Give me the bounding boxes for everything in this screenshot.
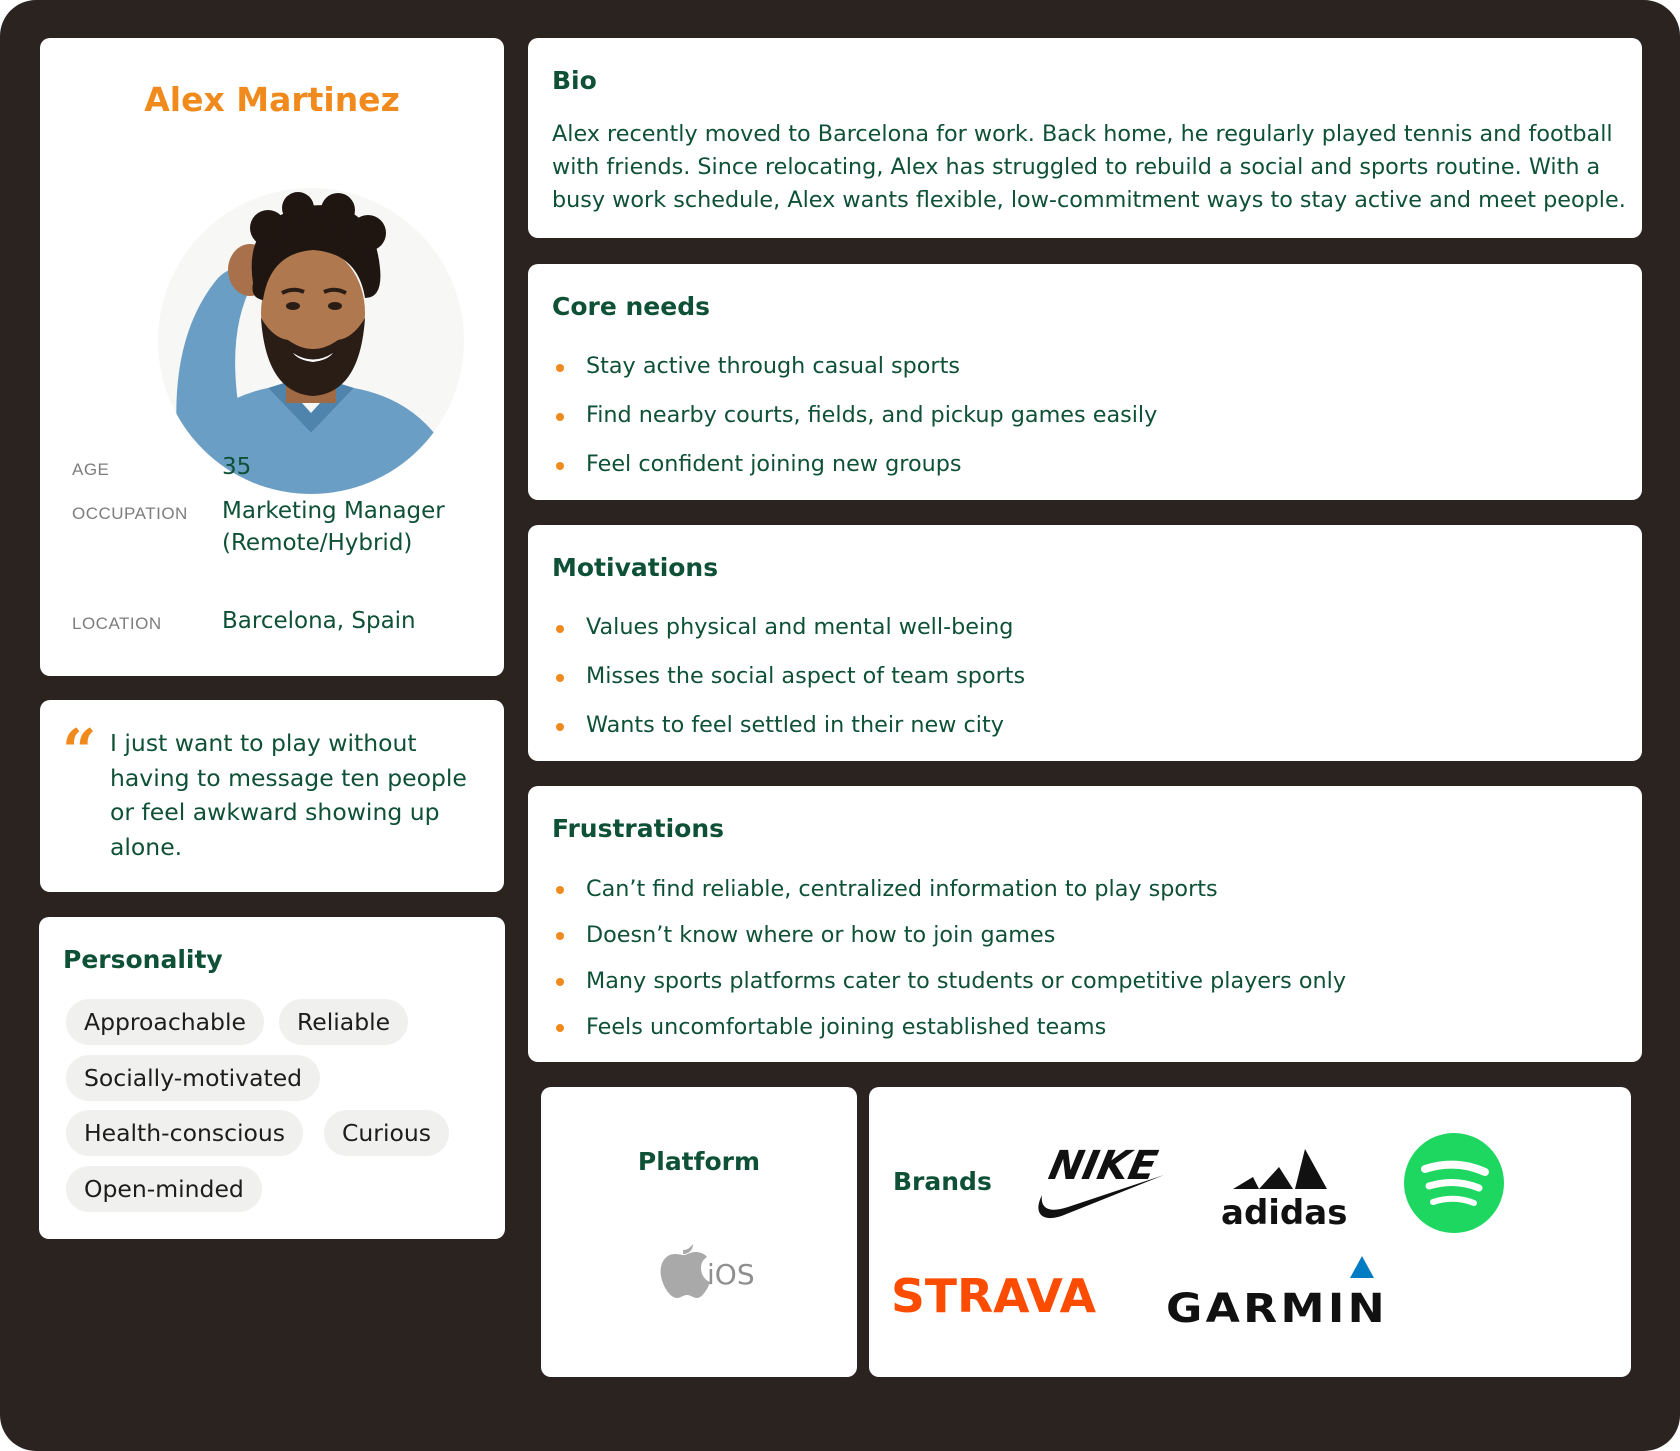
frustrations-list: [556, 866, 1346, 1050]
list-item: Wants to feel settled in their new city: [556, 701, 1025, 750]
bio-text: Alex recently moved to Barcelona for work. Back home, he regularly played tennis and football with friends. Since relocating, Alex has struggled to rebuild a social and sports routine. With a busy work schedule, Alex wants flexible, low-commitment ways to stay active and meet people.: [552, 121, 1626, 213]
bullet-icon: [556, 674, 564, 682]
motivations-card: [528, 525, 1642, 761]
quote-icon: “: [62, 717, 97, 787]
list-item: Many sports platforms cater to students or competitive players only: [556, 958, 1346, 1004]
apple-icon: [649, 1232, 759, 1302]
avatar: [158, 188, 464, 494]
quote-text: I just want to play without having to message ten people or feel awkward showing up alone.: [110, 729, 467, 861]
core-needs-list: [556, 342, 1157, 489]
svg-text:NIKE: NIKE: [1044, 1141, 1162, 1189]
motivations-title: Motivations: [552, 553, 719, 582]
list-item: Doesn’t know where or how to join games: [556, 912, 1346, 958]
list-item: Misses the social aspect of team sports: [556, 652, 1025, 701]
core-needs-card: [528, 264, 1642, 500]
platform-title: Platform: [637, 1147, 761, 1176]
platform-card: [541, 1087, 857, 1377]
bio-card: [528, 38, 1642, 238]
brands-card: [869, 1087, 1631, 1377]
location-label: LOCATION: [72, 614, 162, 633]
tag-chip: Socially-motivated: [66, 1055, 320, 1101]
list-item: Feels uncomfortable joining established teams: [556, 1004, 1346, 1050]
nike-logo: [1034, 1137, 1169, 1229]
list-item: Find nearby courts, fields, and pickup games easily: [556, 391, 1157, 440]
location-value: Barcelona, Spain: [222, 608, 416, 634]
spotify-logo: [1403, 1132, 1505, 1234]
core-needs-title: Core needs: [552, 292, 710, 321]
bullet-icon: [556, 364, 564, 372]
svg-text:STRAVA: STRAVA: [891, 1269, 1097, 1322]
profile-card: [40, 38, 504, 676]
bullet-icon: [556, 886, 564, 894]
list-item: Values physical and mental well-being: [556, 603, 1025, 652]
tag-chip: Reliable: [279, 999, 408, 1045]
occupation-value: Marketing Manager (Remote/Hybrid): [222, 498, 445, 556]
svg-text:adidas: adidas: [1221, 1193, 1348, 1231]
svg-text:iOS: iOS: [707, 1258, 755, 1291]
bullet-icon: [556, 462, 564, 470]
list-item: Feel confident joining new groups: [556, 440, 1157, 489]
age-value: 35: [222, 454, 252, 480]
personality-card: [39, 917, 505, 1239]
bullet-icon: [556, 723, 564, 731]
occupation-label: OCCUPATION: [72, 504, 188, 523]
frustrations-card: [528, 786, 1642, 1062]
tag-chip: Curious: [324, 1110, 449, 1156]
frustrations-title: Frustrations: [552, 814, 725, 843]
tag-chip: Health-conscious: [66, 1110, 303, 1156]
bullet-icon: [556, 1024, 564, 1032]
bio-title: Bio: [552, 66, 597, 95]
personality-title: Personality: [63, 945, 223, 974]
quote-card: [40, 700, 504, 892]
persona-name: Alex Martinez: [144, 80, 400, 119]
svg-text:GARMIN: GARMIN: [1166, 1286, 1388, 1332]
motivations-list: [556, 603, 1025, 750]
bullet-icon: [556, 413, 564, 421]
adidas-logo: [1219, 1139, 1349, 1231]
bullet-icon: [556, 978, 564, 986]
tag-chip: Open-minded: [66, 1166, 262, 1212]
list-item: Stay active through casual sports: [556, 342, 1157, 391]
bullet-icon: [556, 932, 564, 940]
age-label: AGE: [72, 460, 110, 479]
list-item: Can’t find reliable, centralized information to play sports: [556, 866, 1346, 912]
strava-logo: [891, 1262, 1106, 1322]
bullet-icon: [556, 625, 564, 633]
garmin-logo: [1164, 1252, 1394, 1332]
brands-title: Brands: [893, 1167, 992, 1196]
tag-chip: Approachable: [66, 999, 264, 1045]
